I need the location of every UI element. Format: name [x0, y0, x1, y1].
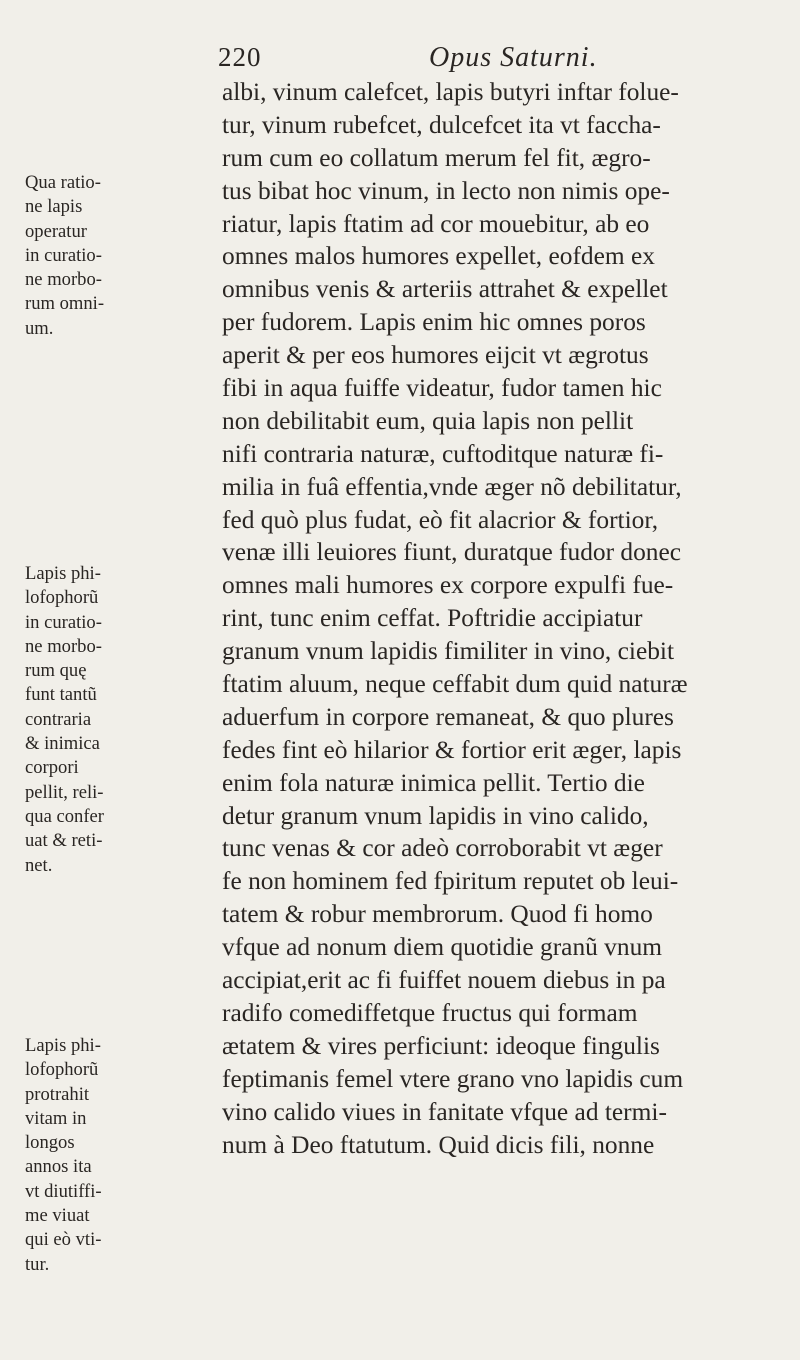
marginal-note-line: pellit, reli- [25, 781, 104, 803]
text-line: aduerfum in corpore remaneat, & quo plures [222, 702, 674, 731]
text-line: detur granum vnum lapidis in vino calido, [222, 801, 649, 830]
page-number: 220 [218, 42, 262, 72]
text-line: vfque ad nonum diem quotidie granũ vnum [222, 933, 663, 962]
marginal-note-line: in curatio- [25, 244, 102, 266]
text-line: omnes mali humores ex corpore expulfi fue- [222, 571, 674, 600]
marginal-note-line: operatur [25, 220, 87, 242]
text-line: omnibus venis & arteriis attrahet & expellet [222, 275, 668, 304]
text-line: fibi in aqua fuiffe videatur, fudor tamen hic [222, 374, 662, 403]
marginal-note [25, 171, 111, 341]
text-line: fedes fint eò hilarior & fortior erit æger, lapis [222, 735, 682, 764]
text-line: radifo comediffetque fructus qui formam [222, 998, 638, 1027]
marginal-note-line: uat & reti- [25, 830, 103, 852]
marginal-note-line: Lapis phi- [25, 1035, 101, 1056]
text-line: omnes malos humores expellet, eofdem ex [222, 242, 655, 271]
text-line: accipiat,erit ac fi fuiffet nouem diebus in pa [222, 966, 666, 995]
marginal-note-line: & inimica [25, 733, 100, 755]
marginal-note-line: funt tantũ [25, 684, 97, 706]
text-line: non debilitabit eum, quia lapis non pellit [222, 406, 634, 435]
marginal-note-line: vitam in [25, 1107, 87, 1129]
marginal-note-line: ne morbo- [25, 269, 102, 291]
marginal-note-line: ne lapis [25, 196, 83, 218]
text-line: vino calido viues in fanitate vfque ad termi- [222, 1097, 667, 1126]
text-line: albi, vinum calefcet, lapis butyri inftar folue- [222, 78, 679, 106]
text-line: ftatim aluum, neque ceffabit dum quid naturæ [222, 670, 688, 699]
marginal-note-line: lofophorũ [25, 1059, 99, 1081]
marginal-note-line: lofophorũ [25, 587, 99, 609]
text-line: tunc venas & cor adeò corroborabit vt æger [222, 834, 663, 863]
marginal-note-line: me viuat [25, 1205, 90, 1227]
marginal-note [25, 1034, 111, 1277]
marginal-note-line: longos [25, 1132, 75, 1154]
text-line: fe non hominem fed fpiritum reputet ob leui- [222, 867, 679, 896]
text-line: nifi contraria naturæ, cuftoditque naturæ fi- [222, 439, 664, 468]
marginal-note-line: in curatio- [25, 611, 102, 633]
marginal-note-line: Qua ratio- [25, 172, 101, 193]
text-line: tatem & robur membrorum. Quod fi homo [222, 900, 653, 929]
text-line: rint, tunc enim ceffat. Poftridie accipiatur [222, 604, 643, 633]
marginal-note-line: rum omni- [25, 293, 105, 315]
text-line: ætatem & vires perficiunt: ideoque fingulis [222, 1031, 660, 1060]
text-line: aperit & per eos humores eijcit vt ægrotus [222, 341, 649, 370]
marginal-note-line: contraria [25, 708, 92, 730]
text-line: riatur, lapis ftatim ad cor mouebitur, ab eo [222, 209, 650, 238]
marginal-note-line: annos ita [25, 1156, 92, 1178]
text-line: rum cum eo collatum merum fel fit, ægro- [222, 143, 651, 172]
marginal-note-line: net. [25, 854, 53, 876]
text-line: per fudorem. Lapis enim hic omnes poros [222, 308, 646, 337]
text-line: enim fola naturæ inimica pellit. Tertio die [222, 768, 645, 797]
running-title: Opus Saturni. [429, 42, 598, 73]
text-line: tur, vinum rubefcet, dulcefcet ita vt faccha- [222, 110, 661, 139]
marginal-note-line: vt diutiffi- [25, 1180, 102, 1202]
marginal-note-line: corpori [25, 757, 79, 779]
text-line: feptimanis femel vtere grano vno lapidis cum [222, 1064, 684, 1093]
text-line: venæ illi leuiores fiunt, duratque fudor donec [222, 538, 682, 567]
marginal-note-line: tur. [25, 1253, 50, 1275]
body-text [222, 76, 778, 1161]
marginal-note-line: rum quę [25, 660, 87, 682]
marginal-note [25, 562, 111, 878]
marginal-note-line: protrahit [25, 1083, 90, 1105]
text-line: tus bibat hoc vinum, in lecto non nimis ope- [222, 176, 670, 205]
marginal-note-line: qui eò vti- [25, 1229, 102, 1251]
text-line: granum vnum lapidis fimiliter in vino, ciebit [222, 637, 675, 666]
text-line: fed quò plus fudat, eò fit alacrior & fortior, [222, 505, 659, 534]
marginal-note-line: ne morbo- [25, 635, 102, 657]
marginal-note-line: Lapis phi- [25, 563, 101, 584]
marginal-note-line: qua confer [25, 805, 104, 827]
text-line: milia in fuâ effentia,vnde æger nõ debilitatur, [222, 472, 682, 501]
text-line: num à Deo ftatutum. Quid dicis fili, nonne [222, 1130, 655, 1159]
marginal-note-line: um. [25, 317, 54, 339]
